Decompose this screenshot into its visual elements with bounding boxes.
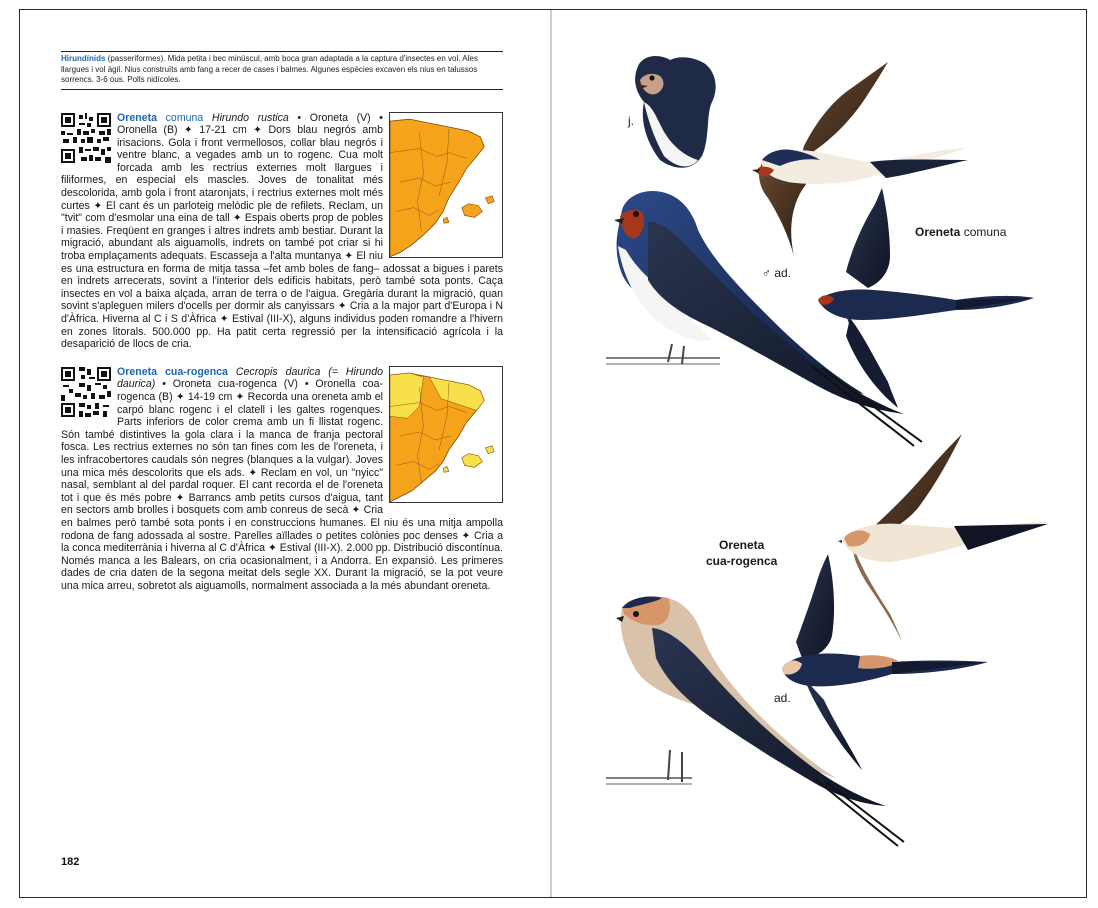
species-entry-barn-swallow <box>61 112 503 351</box>
label-juvenile: j. <box>628 114 634 128</box>
label-male-adult: ♂ ad. <box>762 266 792 280</box>
family-intro-text: (passeriformes). Mida petita i bec minúscul, amb boca gran adaptada a la captura d'insectes en vol. Ales llargues i vol àgil. Nius construïts amb fang a recer de cases i balmes. Algunes espècies excaven els nius en talussos sorrencs. 3-6 ous. Polls nidícoles. <box>61 54 478 84</box>
page-number: 182 <box>61 856 80 868</box>
left-page <box>61 51 503 592</box>
species-name-rest <box>228 366 236 378</box>
red-rumped-swallow-perched <box>606 596 904 846</box>
species-entry-red-rumped-swallow <box>61 366 503 593</box>
label-red-rumped-line1: Oreneta <box>719 538 765 552</box>
qr-code-icon[interactable] <box>61 113 111 163</box>
species-latin-name: Hirundo rustica <box>211 111 289 124</box>
label-adult: ad. <box>774 691 791 705</box>
book-spread <box>19 9 1087 898</box>
species-latin-synonym: (= Hirundo daurica) <box>117 365 383 391</box>
family-name: Hirundínids <box>61 54 106 63</box>
label-barn-swallow <box>915 225 1006 239</box>
label-barn-swallow-bold: Oreneta <box>915 225 961 239</box>
juvenile-head-illustration <box>635 56 716 168</box>
qr-code-icon[interactable] <box>61 367 111 417</box>
red-rumped-swallow-flying-dorsal <box>782 554 988 770</box>
species-name-common: Oreneta cua-rogenca <box>117 365 228 378</box>
species-latin-name: Cecropis daurica <box>235 365 321 378</box>
barn-swallow-flying-dorsal <box>818 188 1034 408</box>
swallow-illustration-plate <box>552 10 1088 899</box>
species-description: • Oroneta cua-rogenca (V) • Oronella coa-rogenca (B) ✦ 14-19 cm ✦ Recorda una oreneta amb el carpó blanc rogenc i el clatell i les galtes rogenques. Parts inferiors de color crema amb un fi llistat rogenc. Són també distintives la gola clara i la manca de franja pectoral fosca. Les rectrius externes no són tan fines com les de l'oreneta, i les infracobertores caudals són negres (blanques a la vulgar). Joves una mica més descolorits que els ads. ✦ Reclam en vol, un "nyicc" nasal, semblant al del pardal roquer. El cant recorda el de l'oreneta tot i que és més pobre ✦ Barrancs amb petits cursos d'aigua, tant en sectors amb brolles i bosquets com amb conreus de secà ✦ Cria en balmes però també sota ponts i en construccions humanes. El niu és una mitja ampolla rodona de fang adossada al sostre. Parelles aïllades o petites colònies poc denses ✦ Cria a la conca mediterrània i hiverna al C d'Àfrica ✦ Estival (III-X). 2.000 pp. Distribució discontínua. Només manca a les Balears, on cria ocasionalment, i a Andorra. En expansió. Les primeres dades de cria daten de la segona meitat dels segle XX. Durant la migració, se la pot veure una mica arreu, sobretot als aiguamolls, normalment associada a la més abundant oreneta. <box>61 378 503 592</box>
species-name-rest: comuna <box>157 111 212 124</box>
family-intro <box>61 51 503 90</box>
label-red-rumped-swallow <box>706 537 777 569</box>
species-name-common: Oreneta <box>117 111 158 124</box>
species-description: • Oroneta (V) • Oronella (B) ✦ 17-21 cm ✦ Dors blau negrós amb irisacions. Gola i front vermellosos, collar blau negrós i ventre blanc, a vegades amb un to rogenc. Cua molt forcada amb les rectrius externes molt llargues i filiformes, en especial els mascles. Joves de tonalitat més descolorida, amb gola i front ataronjats, i rectrius externes molt més curtes ✦ El cant és un parloteig melòdic ple de refilets. Reclam, un "tvit" com d'esmolar una eina de tall ✦ Espais oberts prop de pobles i masies. Freqüent en granges i altres indrets amb bestiar. Durant la migració, abundant als aiguamolls, indrets on també pot criar si hi troba emplaçaments adequats. Escasseja a l'alta muntanya ✦ El niu es una estructura en forma de mitja tassa –fet amb boles de fang– adossat a bigues i parets en indrets arrecerats, sovint a l'interior dels edificis habitats, però també sota ponts. Caça insectes en vol a baixa alçada, arran de terra o de l'aigua. Gregària durant la migració, quan sovint s'apleguen milers d'ocells per dormir als canyissars ✦ Cria a la major part d'Europa i N d'Àfrica. Hiverna al C i S d'Àfrica ✦ Estival (III-X), alguns individus poden romandre a l'hivern en zones litorals. 500.000 pp. Ha patit certa regressió per la intensificació agrícola i la desaparició de llocs de cria. <box>61 111 503 351</box>
label-red-rumped-line2: cua-rogenca <box>706 554 778 568</box>
right-page-plate <box>552 10 1088 899</box>
distribution-map <box>389 366 503 503</box>
red-rumped-swallow-flying-top <box>838 434 1048 642</box>
label-barn-swallow-rest: comuna <box>960 225 1007 239</box>
distribution-map <box>389 112 503 258</box>
